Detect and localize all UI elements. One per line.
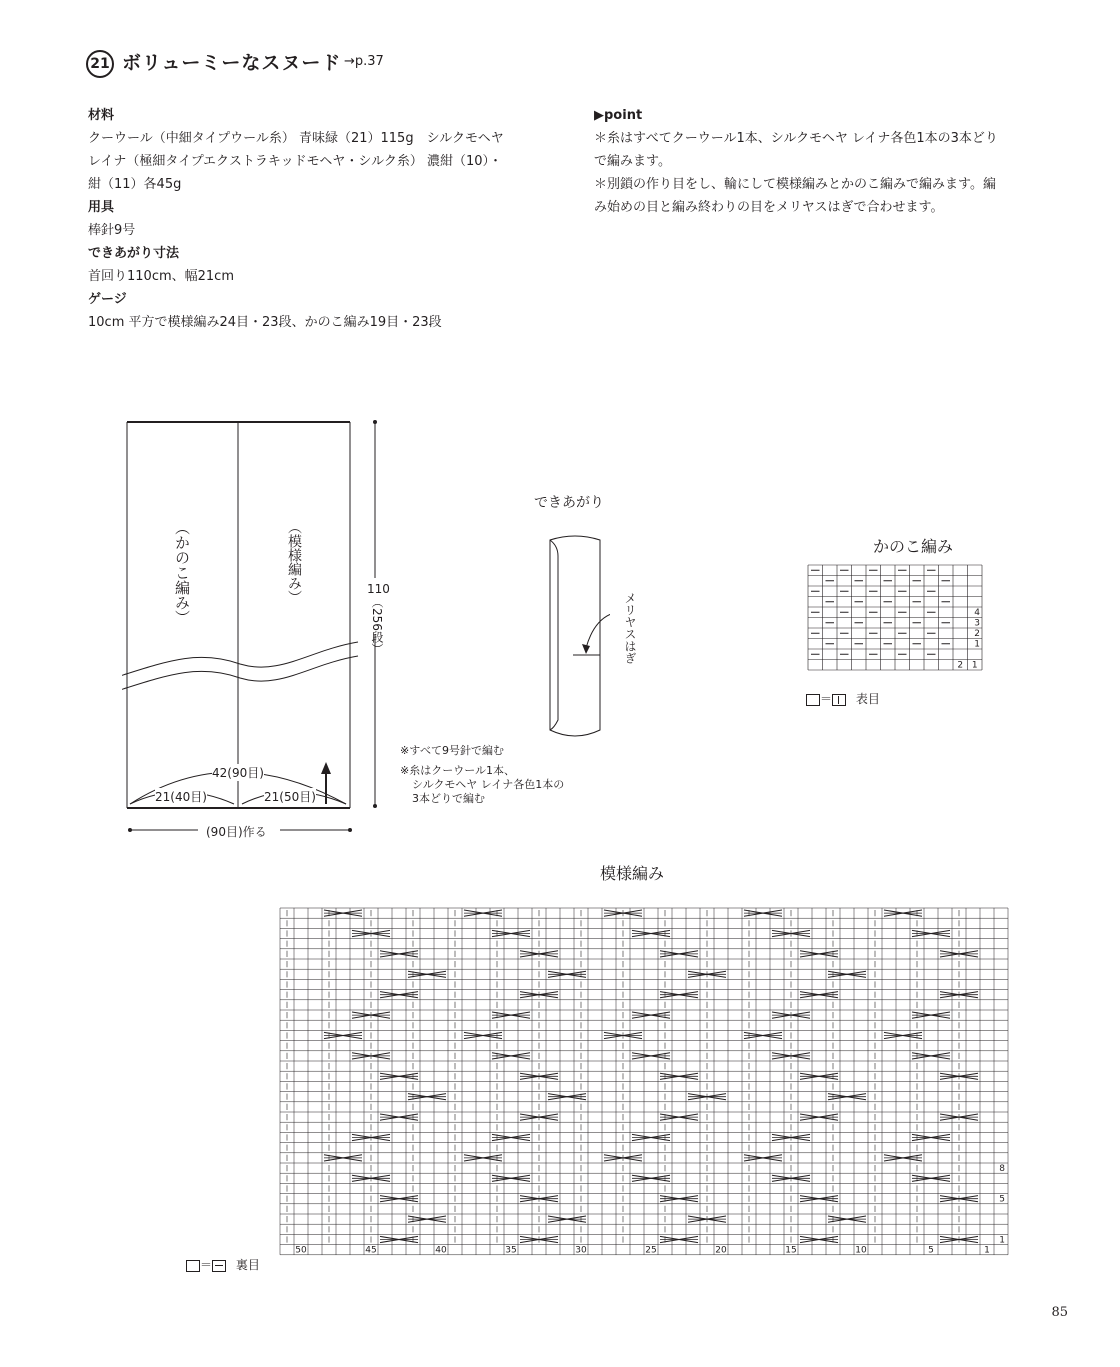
gauge-heading: ゲージ — [88, 292, 127, 307]
moyou-col-number: 45 — [365, 1245, 377, 1256]
legend-equals: ＝ — [820, 692, 833, 706]
note-yarn-line: ※糸はクーウール1本、 — [400, 764, 515, 777]
kanoko-legend — [806, 690, 880, 707]
gauge-text: 10cm 平方で模様編み24目・23段、かのこ編み19目・23段 — [88, 315, 442, 330]
kanoko-grid — [808, 565, 982, 670]
moyou-grid — [280, 908, 1008, 1255]
legend-purl-box — [212, 1260, 226, 1272]
moyou-col-number: 15 — [785, 1245, 797, 1256]
finished-illustration — [540, 530, 610, 750]
size-heading: できあがり寸法 — [88, 246, 180, 261]
moyou-panel-label: （模様編み） — [286, 520, 302, 604]
kanoko-row-number: 2 — [974, 629, 980, 639]
width-right-label: 21(50目) — [264, 790, 316, 804]
moyou-col-number: 30 — [575, 1245, 587, 1256]
merias-hagi-label: メリヤスはぎ — [623, 592, 637, 664]
size-text: 首回り110cm、幅21cm — [88, 269, 234, 284]
materials-heading: 材料 — [88, 108, 115, 123]
kanoko-row-number: 3 — [974, 618, 980, 629]
kanoko-chart — [806, 563, 1026, 683]
moyou-col-number: 5 — [928, 1245, 934, 1256]
legend-equals: ＝ — [200, 1258, 213, 1272]
moyou-col-number: 50 — [295, 1245, 307, 1256]
point-line: み始めの目と編み終わりの目をメリヤスはぎで合わせます。 — [594, 200, 944, 215]
moyou-legend — [186, 1256, 260, 1273]
legend-knit-box — [832, 694, 846, 706]
legend-empty-box — [806, 694, 820, 706]
moyou-col-number: 10 — [855, 1245, 867, 1256]
kanoko-col-number: 1 — [971, 660, 978, 671]
kanoko-row-number: 1 — [974, 639, 980, 650]
length-label: 110 — [367, 582, 390, 596]
page-reference: →p.37 — [344, 54, 384, 69]
kanoko-col-number: 2 — [957, 660, 964, 671]
kanoko-row-number: 4 — [974, 608, 980, 618]
page-title: ボリューミーなスヌード — [122, 52, 342, 74]
tools-text: 棒針9号 — [88, 223, 136, 238]
moyou-row-number: 8 — [999, 1164, 1005, 1174]
width-total-label: 42(90目) — [212, 766, 264, 780]
legend-empty-box — [186, 1260, 200, 1272]
materials-section — [88, 104, 568, 334]
point-heading: ▶point — [594, 108, 643, 123]
note-yarn-line: シルクモヘヤ レイナ各色1本の — [412, 778, 565, 791]
point-line: ＊別鎖の作り目をし、輪にして模様編みとかのこ編みで編みます。編 — [594, 177, 996, 192]
kanoko-chart-title: かのこ編み — [873, 537, 954, 556]
moyou-row-number: 5 — [999, 1194, 1005, 1205]
legend-text: 表目 — [855, 692, 880, 706]
moyou-chart-title: 模様編み — [600, 864, 665, 883]
length-rows-label: （256段） — [370, 596, 384, 655]
schematic-diagram — [110, 410, 410, 850]
materials-line: 紺（11）各45g — [88, 177, 182, 192]
point-line: ＊糸はすべてクーウール1本、シルクモヘヤ レイナ各色1本の3本どり — [594, 131, 998, 146]
moyou-row-number: 1 — [999, 1235, 1005, 1246]
moyou-col-number: 40 — [435, 1245, 447, 1256]
moyou-col-number: 25 — [645, 1245, 657, 1256]
width-left-label: 21(40目) — [155, 790, 207, 804]
materials-line: レイナ（極細タイプエクストラキッドモヘヤ・シルク糸） 濃紺（10）・ — [88, 154, 502, 169]
note-yarn-line: 3本どりで編む — [412, 792, 485, 805]
point-section — [594, 104, 1064, 219]
point-line: で編みます。 — [594, 154, 671, 169]
moyou-col-number: 1 — [984, 1245, 990, 1256]
cable-marks — [324, 910, 978, 1243]
moyou-chart — [278, 906, 1018, 1268]
note-yarn — [400, 764, 564, 806]
materials-line: クーウール（中細タイプウール糸） 青味緑（21）115g シルクモヘヤ — [88, 131, 504, 146]
cast-on-label: (90目)作る — [206, 825, 267, 839]
tools-heading: 用具 — [88, 200, 115, 215]
pattern-number-badge: 21 — [86, 50, 114, 78]
moyou-col-number: 20 — [715, 1245, 727, 1256]
page-number: 85 — [1051, 1305, 1068, 1320]
finished-title: できあがり — [534, 495, 604, 511]
moyou-col-number: 35 — [505, 1245, 517, 1256]
note-needles: ※すべて9号針で編む — [400, 744, 504, 757]
kanoko-panel-label: （かのこ編み） — [173, 520, 191, 625]
legend-text: 裏目 — [235, 1258, 260, 1272]
